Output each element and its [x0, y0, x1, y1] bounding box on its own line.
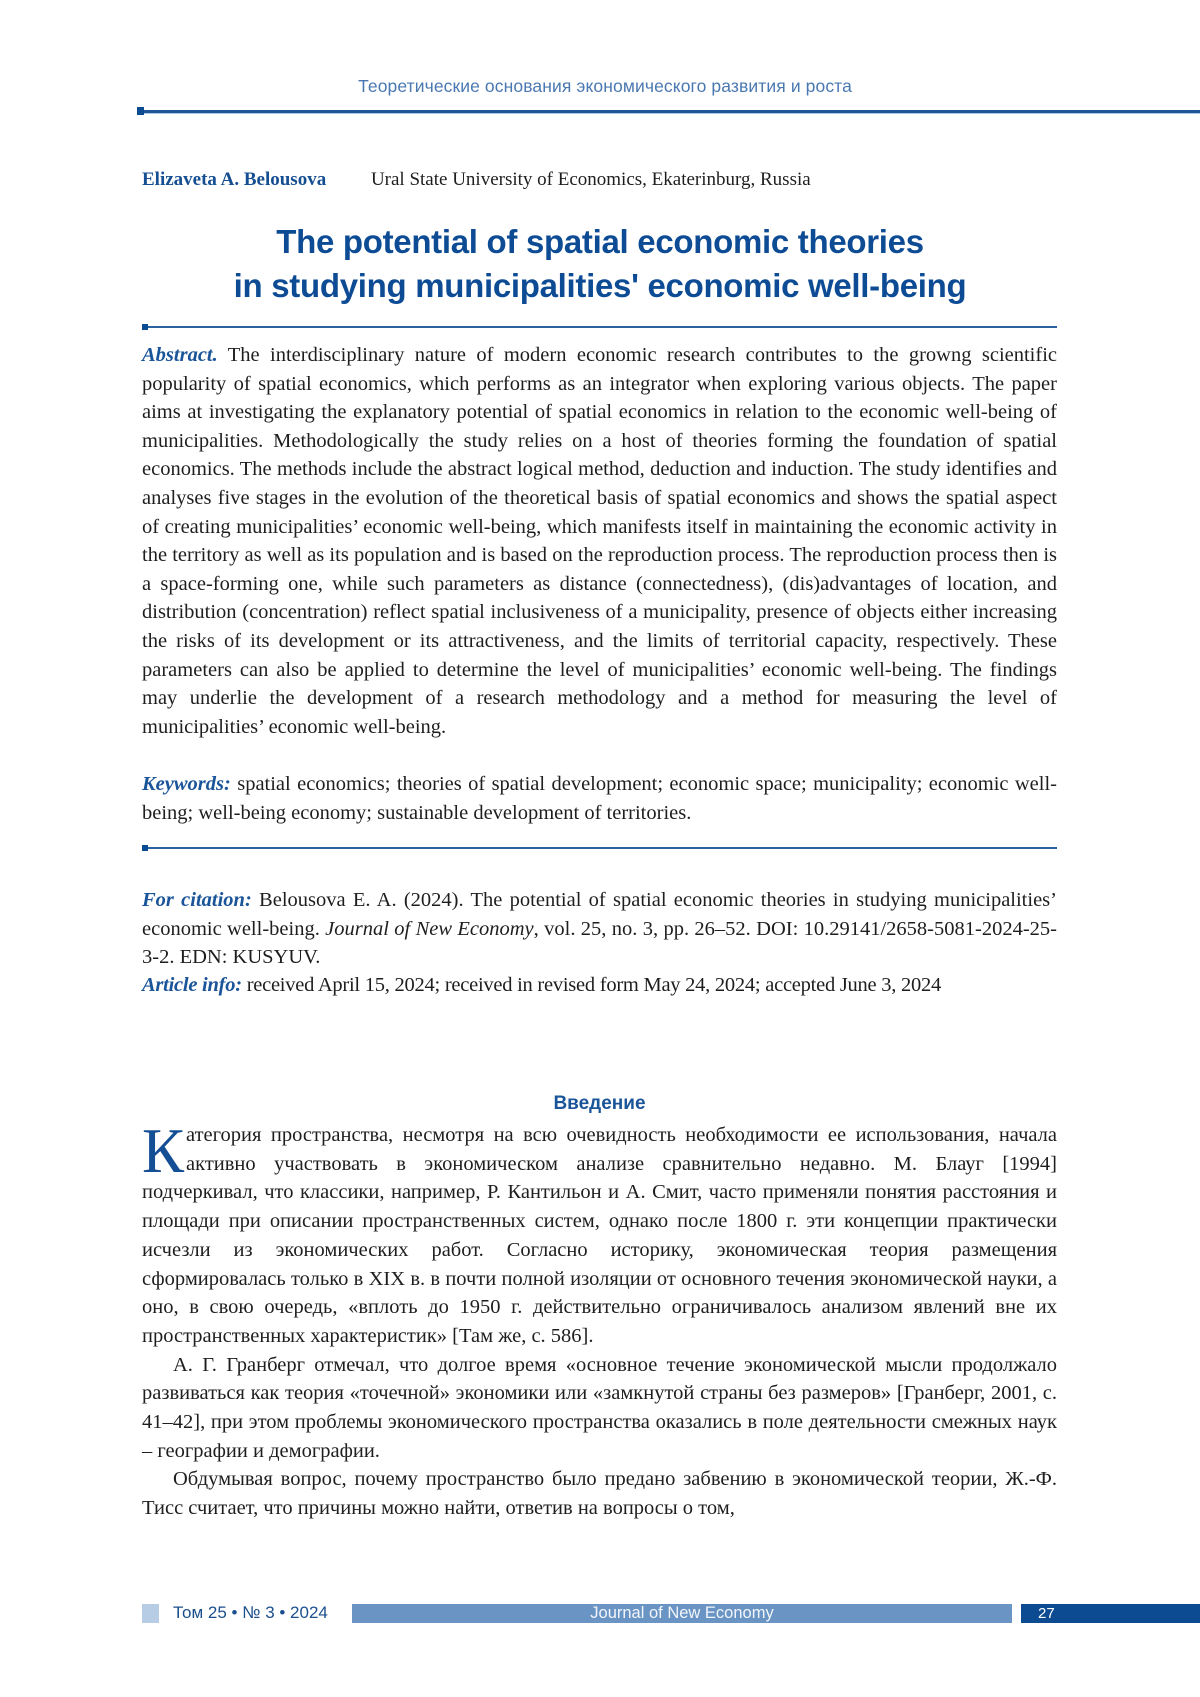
article-title-line-2: in studying municipalities' economic well-being	[233, 267, 967, 304]
keywords-rule-marker	[142, 845, 148, 851]
footer-journal-bar	[352, 1604, 1012, 1623]
header-rule	[141, 110, 1200, 114]
author-line	[142, 169, 811, 191]
body-text	[142, 1116, 1057, 1523]
citation-journal: Journal of New Economy	[325, 917, 534, 940]
running-head	[0, 76, 1200, 97]
paragraph: А. Г. Гранберг отмечал, что долгое время «основное течение экономической мысли продолжало развиваться как теория «точечной» экономики или «замкнутой страны без размеров» [Гранберг, 2001, с. 41–42], при этом проблемы экономического пространства оказались в поле деятельности смежных наук – географии и демографии.	[142, 1353, 1057, 1462]
page-number: 27	[1038, 1605, 1055, 1622]
citation	[142, 886, 1057, 972]
article-info	[142, 971, 1057, 1000]
abstract-text: The interdisciplinary nature of modern economic research contributes to the growng scientific popularity of spatial economics, which performs as an integrator when exploring various objects. The paper aims at investigating the explanatory potential of spatial economics in relation to the economic well-being of municipalities. Methodologically the study relies on a host of theories forming the foundation of spatial economics. The methods include the abstract logical method, deduction and induction. The study identifies and analyses five stages in the evolution of the theoretical basis of spatial economics and shows the spatial aspect of creating municipalities’ economic well-being, which manifests itself in maintaining the economic activity in the territory as well as its population and is based on the reproduction process. The reproduction process then is a space-forming one, while such parameters as distance (connectedness), (dis)advantages of location, and distribution (concentration) reflect spatial inclusiveness of a municipality, presence of objects either increasing the risks of its development or its attractiveness, and the limits of territorial capacity, respectively. These parameters can also be applied to determine the level of municipalities’ economic well-being. The findings may underlie the development of a research methodology and a method for measuring the level of municipalities’ economic well-being.	[142, 344, 1057, 738]
keywords-label: Keywords:	[142, 773, 231, 795]
footer-issue: Том 25 • № 3 • 2024	[173, 1603, 328, 1622]
keywords-rule	[145, 847, 1057, 849]
citation-label: For citation:	[142, 889, 252, 911]
author-affiliation: Ural State University of Economics, Ekaterinburg, Russia	[370, 169, 811, 190]
citation-text: Belousova E. A. (2024). The potential of spatial economic theories in studying municipalities’ economic well-being.	[142, 889, 1057, 940]
paragraph	[142, 1116, 1057, 1351]
header-rule-marker	[137, 107, 144, 115]
article-title	[142, 220, 1058, 308]
citation-details: , vol. 25, no. 3, pp. 26–52. DOI: 10.29141/2658-5081-2024-25-3-2. EDN: KUSYUV.	[142, 917, 1057, 969]
abstract-label: Abstract.	[142, 344, 218, 366]
footer-square-marker	[142, 1604, 159, 1623]
article-title-line-1: The potential of spatial economic theories	[276, 223, 924, 260]
author-name: Elizaveta A. Belousova	[142, 169, 327, 190]
drop-cap: К	[142, 1116, 185, 1186]
section-heading: Введение	[553, 1093, 646, 1114]
paragraph-text: атегория пространства, несмотря на всю очевидность необходимости ее использования, начала активно участвовать в экономическом анализе сравнительно недавно. М. Блауг [1994] подчеркивал, что классики, например, Р. Кантильон и А. Смит, часто применяли понятия расстояния и площади при описании пространственных систем, однако после 1800 г. эти концепции практически исчезли из экономических работ. Согласно историку, экономическая теория размещения сформировалась только в XIX в. в почти полной изоляции от основного течения экономической науки, а оно, в свою очередь, «вплоть до 1950 г. действительно ограничивалось анализом явлений вне их пространственных характеристик» [Там же, с. 586].	[142, 1124, 1057, 1347]
paragraph: Обдумывая вопрос, почему пространство было предано забвению в экономической теории, Ж.-Ф. Тисс считает, что причины можно найти, ответив на вопросы о том,	[142, 1468, 1057, 1520]
footer-page-box	[1021, 1604, 1200, 1623]
article-info-label: Article info:	[142, 974, 242, 996]
keywords	[142, 770, 1057, 827]
article-info-text: received April 15, 2024; received in revised form May 24, 2024; accepted June 3, 2024	[241, 974, 942, 996]
footer-journal-name: Journal of New Economy	[590, 1604, 774, 1622]
title-rule-marker	[142, 324, 148, 330]
running-head-text: Теоретические основания экономического развития и роста	[358, 76, 852, 96]
abstract	[142, 341, 1057, 741]
title-rule	[145, 326, 1057, 328]
keywords-text: spatial economics; theories of spatial development; economic space; municipality; economic well-being; well-being economy; sustainable development of territories.	[142, 773, 1057, 824]
page-footer	[0, 1604, 1200, 1626]
